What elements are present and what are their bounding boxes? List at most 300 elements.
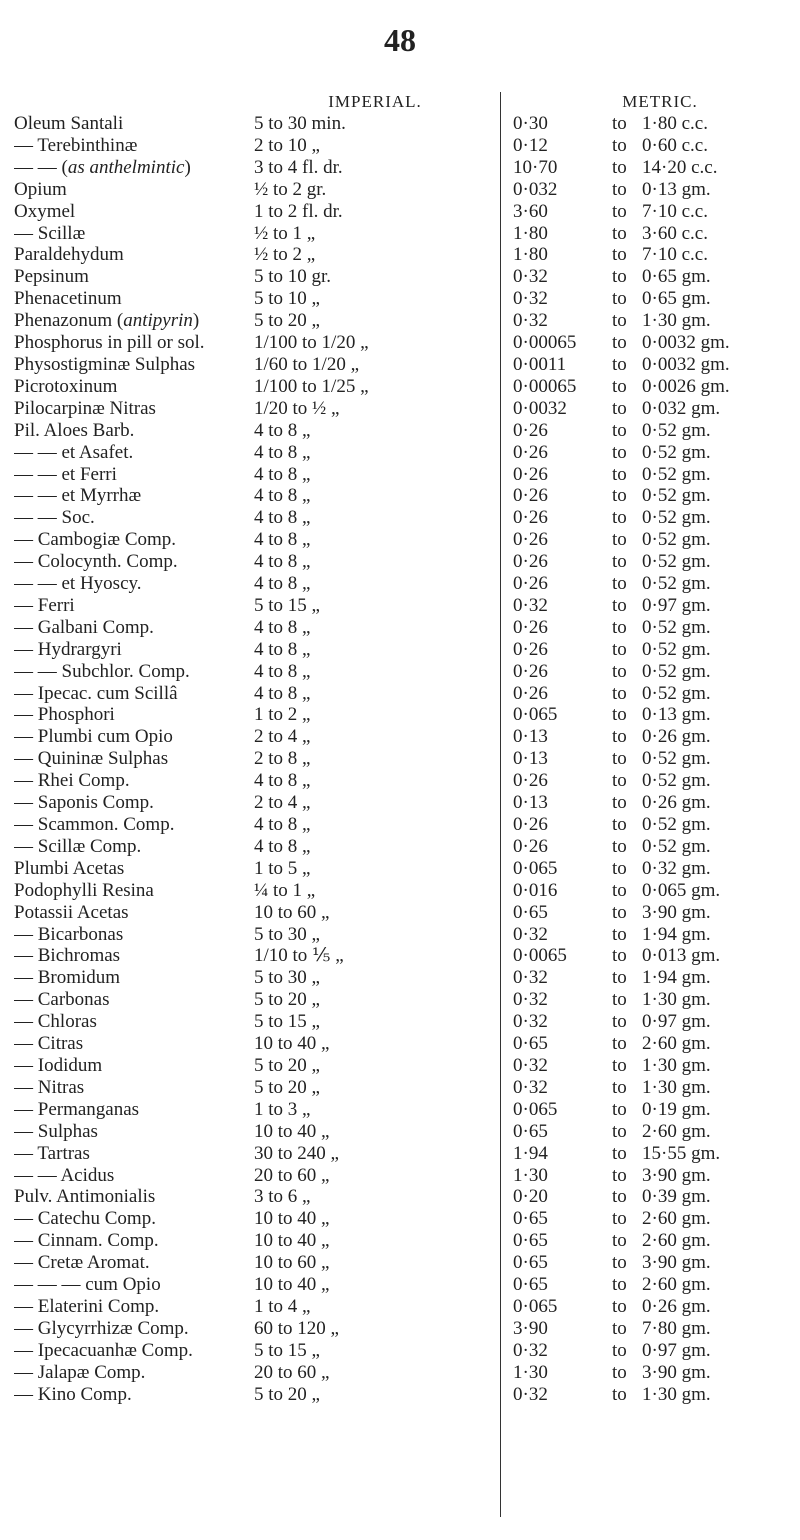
metric-dose-end: 0·52 gm. xyxy=(642,814,711,835)
drug-name: — Jalapæ Comp. xyxy=(14,1361,146,1383)
metric-dose-to: to xyxy=(612,1361,627,1383)
metric-dose-to: to xyxy=(612,1274,627,1296)
imperial-dose: 5 to 20 „ xyxy=(254,1076,320,1098)
metric-dose-to: to xyxy=(612,923,627,945)
metric-dose-end: 0·65 gm. xyxy=(642,288,711,310)
imperial-dose: 4 to 8 „ xyxy=(254,419,311,441)
drug-name: — Bicarbonas xyxy=(14,923,124,945)
imperial-dose: 5 to 15 „ xyxy=(254,1011,320,1033)
metric-dose-to: to xyxy=(612,1295,627,1317)
metric-dose-from: 0·065 xyxy=(513,1098,558,1120)
imperial-dose: 10 to 40 „ xyxy=(254,1120,330,1142)
drug-name: — Iodidum xyxy=(14,1054,103,1076)
table-row xyxy=(0,945,800,967)
imperial-dose: 10 to 60 „ xyxy=(254,1252,330,1274)
metric-dose-end: 0·52 gm. xyxy=(642,529,711,551)
metric-dose-end: 0·52 gm. xyxy=(642,551,711,573)
table-row xyxy=(0,967,800,989)
metric-dose-from: 0·26 xyxy=(513,419,548,441)
metric-dose-from: 0·32 xyxy=(513,288,548,310)
metric-dose-to: to xyxy=(612,1339,627,1361)
drug-name: — Sulphas xyxy=(14,1120,98,1142)
metric-dose-end: 3·90 gm. xyxy=(642,1164,711,1186)
metric-dose-end: 0·52 gm. xyxy=(642,638,711,660)
metric-dose-from: 0·65 xyxy=(513,1230,548,1252)
imperial-dose: 4 to 8 „ xyxy=(254,616,311,638)
metric-dose-end: 0·52 gm. xyxy=(642,485,711,507)
metric-dose-end: 0·52 gm. xyxy=(642,748,711,770)
drug-name: — Ipecacuanhæ Comp. xyxy=(14,1339,193,1361)
table-row xyxy=(0,223,800,245)
drug-name: — Chloras xyxy=(14,1011,97,1033)
metric-dose-end: 0·26 gm. xyxy=(642,792,711,814)
metric-dose-to: to xyxy=(612,529,627,551)
table-row xyxy=(0,507,800,529)
metric-dose-end: 0·19 gm. xyxy=(642,1098,711,1120)
imperial-dose: ½ to 2 gr. xyxy=(254,178,327,200)
imperial-dose: 1/100 to 1/25 „ xyxy=(254,375,369,397)
imperial-dose: 1 to 5 „ xyxy=(254,857,311,879)
metric-dose-from: 0·26 xyxy=(513,660,548,682)
drug-name: — Catechu Comp. xyxy=(14,1208,156,1230)
drug-name: — Scillæ Comp. xyxy=(14,835,142,857)
drug-name: — — et Hyoscy. xyxy=(14,573,142,595)
drug-name: — — et Asafet. xyxy=(14,441,134,463)
metric-dose-end: 1·94 gm. xyxy=(642,967,711,989)
metric-dose-from: 0·13 xyxy=(513,792,548,814)
drug-name: — Citras xyxy=(14,1033,84,1055)
table-row xyxy=(0,529,800,551)
metric-dose-from: 0·65 xyxy=(513,1274,548,1296)
drug-name: — Bromidum xyxy=(14,967,121,989)
metric-dose-to: to xyxy=(612,1208,627,1230)
metric-dose-from: 3·90 xyxy=(513,1317,548,1339)
table-row xyxy=(0,683,800,705)
drug-name: — Cambogiæ Comp. xyxy=(14,529,177,551)
imperial-dose: 5 to 30 min. xyxy=(254,113,346,134)
table-row xyxy=(0,1252,800,1274)
metric-dose-from: 0·13 xyxy=(513,748,548,770)
table-row xyxy=(0,748,800,770)
metric-dose-from: 0·26 xyxy=(513,835,548,857)
drug-name: — — Acidus xyxy=(14,1164,115,1186)
metric-dose-from: 1·80 xyxy=(513,222,548,244)
drug-name: — Terebinthinæ xyxy=(14,134,138,156)
metric-dose-end: 2·60 gm. xyxy=(642,1230,711,1252)
drug-name: — Carbonas xyxy=(14,989,110,1011)
metric-dose-from: 0·26 xyxy=(513,682,548,704)
drug-name: — Permanganas xyxy=(14,1098,140,1120)
metric-dose-to: to xyxy=(612,441,627,463)
table-row xyxy=(0,266,800,288)
drug-name: — — et Ferri xyxy=(14,463,117,485)
metric-dose-end: 3·90 gm. xyxy=(642,1361,711,1383)
metric-dose-to: to xyxy=(612,989,627,1011)
drug-name: Phosphorus in pill or sol. xyxy=(14,332,205,354)
drug-name: Oxymel xyxy=(14,200,76,222)
metric-dose-from: 0·32 xyxy=(513,266,548,288)
drug-name: Opium xyxy=(14,178,67,200)
drug-name: Podophylli Resina xyxy=(14,879,154,901)
metric-dose-from: 0·26 xyxy=(513,573,548,595)
drug-name: — Rhei Comp. xyxy=(14,770,130,792)
metric-dose-to: to xyxy=(612,573,627,595)
table-row xyxy=(0,179,800,201)
metric-dose-to: to xyxy=(612,726,627,748)
metric-dose-from: 0·65 xyxy=(513,1120,548,1142)
imperial-dose: 20 to 60 „ xyxy=(254,1164,330,1186)
drug-name: — Bichromas xyxy=(14,945,121,967)
imperial-dose: 5 to 20 „ xyxy=(254,310,320,332)
metric-dose-to: to xyxy=(612,594,627,616)
table-row xyxy=(0,310,800,332)
metric-dose-end: 0·52 gm. xyxy=(642,419,711,441)
metric-dose-to: to xyxy=(612,485,627,507)
metric-dose-from: 0·32 xyxy=(513,1011,548,1033)
metric-dose-end: 2·60 gm. xyxy=(642,1208,711,1230)
imperial-dose: 10 to 40 „ xyxy=(254,1208,330,1230)
metric-dose-from: 0·016 xyxy=(513,879,558,901)
table-row xyxy=(0,398,800,420)
metric-dose-end: 0·97 gm. xyxy=(642,594,711,616)
drug-name: Paraldehydum xyxy=(14,244,124,266)
metric-dose-end: 0·52 gm. xyxy=(642,573,711,595)
metric-dose-to: to xyxy=(612,616,627,638)
metric-dose-to: to xyxy=(612,857,627,879)
metric-dose-to: to xyxy=(612,638,627,660)
table-row xyxy=(0,924,800,946)
table-row xyxy=(0,770,800,792)
metric-dose-end: 0·52 gm. xyxy=(642,616,711,638)
imperial-dose: 4 to 8 „ xyxy=(254,507,311,529)
metric-dose-end: 1·80 c.c. xyxy=(642,113,708,134)
table-row xyxy=(0,376,800,398)
metric-dose-end: 1·30 gm. xyxy=(642,1076,711,1098)
metric-dose-from: 0·0011 xyxy=(513,353,567,375)
imperial-dose: 3 to 6 „ xyxy=(254,1186,311,1208)
table-row xyxy=(0,792,800,814)
metric-dose-from: 0·0065 xyxy=(513,945,567,967)
metric-dose-to: to xyxy=(612,1252,627,1274)
metric-dose-from: 0·32 xyxy=(513,923,548,945)
metric-dose-to: to xyxy=(612,1142,627,1164)
metric-dose-end: 1·30 gm. xyxy=(642,989,711,1011)
metric-dose-from: 0·00065 xyxy=(513,332,577,354)
metric-dose-from: 0·65 xyxy=(513,1252,548,1274)
imperial-dose: 2 to 4 „ xyxy=(254,792,311,814)
metric-dose-to: to xyxy=(612,1011,627,1033)
imperial-dose: 10 to 40 „ xyxy=(254,1230,330,1252)
drug-name: Potassii Acetas xyxy=(14,901,129,923)
table-row xyxy=(0,354,800,376)
imperial-dose: ¼ to 1 „ xyxy=(254,879,316,901)
metric-dose-from: 0·26 xyxy=(513,638,548,660)
table-row xyxy=(0,595,800,617)
metric-dose-end: 0·60 c.c. xyxy=(642,134,708,156)
table-row xyxy=(0,1121,800,1143)
imperial-dose: 5 to 30 „ xyxy=(254,967,320,989)
table-row xyxy=(0,1165,800,1187)
table-row xyxy=(0,661,800,683)
table-row xyxy=(0,704,800,726)
metric-dose-end: 0·0032 gm. xyxy=(642,332,730,354)
drug-name: — Plumbi cum Opio xyxy=(14,726,173,748)
imperial-dose: ½ to 2 „ xyxy=(254,244,316,266)
metric-dose-to: to xyxy=(612,375,627,397)
drug-name: Plumbi Acetas xyxy=(14,857,125,879)
table-row xyxy=(0,1186,800,1208)
drug-name: — Cretæ Aromat. xyxy=(14,1252,150,1274)
metric-dose-from: 0·32 xyxy=(513,1339,548,1361)
metric-dose-from: 0·32 xyxy=(513,594,548,616)
drug-name: — Tartras xyxy=(14,1142,90,1164)
metric-dose-from: 0·12 xyxy=(513,134,548,156)
metric-dose-from: 0·26 xyxy=(513,507,548,529)
drug-name: — — — cum Opio xyxy=(14,1274,161,1296)
metric-dose-end: 0·26 gm. xyxy=(642,726,711,748)
metric-dose-to: to xyxy=(612,1120,627,1142)
drug-name: Phenacetinum xyxy=(14,288,122,310)
drug-name: Pilocarpinæ Nitras xyxy=(14,397,156,419)
table-row xyxy=(0,1274,800,1296)
imperial-dose: 5 to 15 „ xyxy=(254,594,320,616)
metric-header: METRIC. xyxy=(622,92,698,111)
metric-dose-end: 2·60 gm. xyxy=(642,1120,711,1142)
drug-name: — Hydrargyri xyxy=(14,638,122,660)
table-row xyxy=(0,1384,800,1406)
metric-dose-from: 0·0032 xyxy=(513,397,567,419)
metric-dose-end: 0·65 gm. xyxy=(642,266,711,288)
table-row xyxy=(0,1099,800,1121)
imperial-dose: 4 to 8 „ xyxy=(254,660,311,682)
imperial-dose: 4 to 8 „ xyxy=(254,485,311,507)
table-row xyxy=(0,157,800,179)
imperial-dose: 5 to 30 „ xyxy=(254,923,320,945)
table-row xyxy=(0,1230,800,1252)
metric-dose-from: 0·32 xyxy=(513,967,548,989)
metric-dose-end: 7·10 c.c. xyxy=(642,200,708,222)
metric-dose-from: 0·26 xyxy=(513,441,548,463)
imperial-dose: 60 to 120 „ xyxy=(254,1317,339,1339)
metric-dose-to: to xyxy=(612,178,627,200)
imperial-dose: 4 to 8 „ xyxy=(254,638,311,660)
drug-name: — Scillæ xyxy=(14,222,86,244)
metric-dose-end: 15·55 gm. xyxy=(642,1142,721,1164)
metric-dose-from: 0·065 xyxy=(513,1295,558,1317)
table-row xyxy=(0,617,800,639)
imperial-dose: 30 to 240 „ xyxy=(254,1142,339,1164)
drug-name: — Kino Comp. xyxy=(14,1383,132,1405)
metric-dose-end: 1·30 gm. xyxy=(642,1054,711,1076)
drug-name: Pil. Aloes Barb. xyxy=(14,419,135,441)
imperial-dose: 20 to 60 „ xyxy=(254,1361,330,1383)
metric-dose-end: 0·26 gm. xyxy=(642,1295,711,1317)
drug-name: — Nitras xyxy=(14,1076,85,1098)
metric-dose-end: 0·52 gm. xyxy=(642,770,711,792)
metric-dose-end: 14·20 c.c. xyxy=(642,156,718,178)
metric-dose-to: to xyxy=(612,1098,627,1120)
drug-name: Pepsinum xyxy=(14,266,89,288)
metric-dose-to: to xyxy=(612,288,627,310)
table-row xyxy=(0,573,800,595)
imperial-dose: 4 to 8 „ xyxy=(254,814,311,835)
imperial-dose: 5 to 20 „ xyxy=(254,989,320,1011)
metric-dose-from: 0·065 xyxy=(513,704,558,726)
imperial-dose: ½ to 1 „ xyxy=(254,222,316,244)
table-row xyxy=(0,880,800,902)
drug-name: — Phosphori xyxy=(14,704,115,726)
imperial-dose: 4 to 8 „ xyxy=(254,835,311,857)
metric-dose-to: to xyxy=(612,244,627,266)
metric-dose-to: to xyxy=(612,332,627,354)
metric-dose-to: to xyxy=(612,770,627,792)
table-row xyxy=(0,288,800,310)
metric-dose-to: to xyxy=(612,660,627,682)
metric-dose-end: 0·032 gm. xyxy=(642,397,721,419)
drug-name: Phenazonum (antipyrin) xyxy=(14,310,200,332)
metric-dose-end: 0·13 gm. xyxy=(642,178,711,200)
drug-name: — — (as anthelmintic) xyxy=(14,156,191,178)
dose-table xyxy=(0,113,800,1405)
metric-dose-from: 0·32 xyxy=(513,1076,548,1098)
metric-dose-from: 0·26 xyxy=(513,485,548,507)
metric-dose-to: to xyxy=(612,134,627,156)
metric-dose-end: 0·39 gm. xyxy=(642,1186,711,1208)
table-row xyxy=(0,1077,800,1099)
metric-dose-from: 0·65 xyxy=(513,901,548,923)
table-row xyxy=(0,814,800,836)
imperial-dose: 4 to 8 „ xyxy=(254,529,311,551)
imperial-dose: 1 to 2 „ xyxy=(254,704,311,726)
imperial-dose: 1/10 to ⅕ „ xyxy=(254,945,344,967)
metric-dose-end: 7·10 c.c. xyxy=(642,244,708,266)
metric-dose-from: 0·32 xyxy=(513,989,548,1011)
table-row xyxy=(0,1033,800,1055)
metric-dose-to: to xyxy=(612,463,627,485)
metric-dose-end: 0·0032 gm. xyxy=(642,353,730,375)
metric-dose-to: to xyxy=(612,310,627,332)
table-row xyxy=(0,1340,800,1362)
metric-dose-to: to xyxy=(612,835,627,857)
drug-name: — Colocynth. Comp. xyxy=(14,551,178,573)
metric-dose-to: to xyxy=(612,704,627,726)
drug-name: — — Soc. xyxy=(14,507,95,529)
table-row xyxy=(0,420,800,442)
drug-name: — Galbani Comp. xyxy=(14,616,154,638)
metric-dose-to: to xyxy=(612,1076,627,1098)
metric-dose-from: 0·32 xyxy=(513,1383,548,1405)
metric-dose-from: 0·20 xyxy=(513,1186,548,1208)
imperial-dose: 4 to 8 „ xyxy=(254,463,311,485)
imperial-dose: 4 to 8 „ xyxy=(254,551,311,573)
metric-dose-to: to xyxy=(612,1383,627,1405)
metric-dose-from: 1·30 xyxy=(513,1361,548,1383)
metric-dose-end: 0·97 gm. xyxy=(642,1011,711,1033)
metric-dose-end: 1·30 gm. xyxy=(642,310,711,332)
metric-dose-to: to xyxy=(612,266,627,288)
metric-dose-to: to xyxy=(612,1317,627,1339)
imperial-dose: 5 to 20 „ xyxy=(254,1383,320,1405)
metric-dose-end: 0·52 gm. xyxy=(642,463,711,485)
drug-name: — Quininæ Sulphas xyxy=(14,748,169,770)
drug-name: Pulv. Antimonialis xyxy=(14,1186,156,1208)
table-row xyxy=(0,113,800,135)
metric-dose-end: 0·52 gm. xyxy=(642,507,711,529)
metric-dose-end: 0·52 gm. xyxy=(642,682,711,704)
metric-dose-to: to xyxy=(612,1186,627,1208)
drug-name: — Scammon. Comp. xyxy=(14,814,175,835)
page-number: 48 xyxy=(384,22,416,58)
metric-dose-to: to xyxy=(612,222,627,244)
metric-dose-end: 3·90 gm. xyxy=(642,901,711,923)
metric-dose-to: to xyxy=(612,879,627,901)
metric-dose-to: to xyxy=(612,200,627,222)
table-row xyxy=(0,485,800,507)
metric-dose-to: to xyxy=(612,901,627,923)
imperial-dose: 3 to 4 fl. dr. xyxy=(254,156,343,178)
metric-dose-to: to xyxy=(612,967,627,989)
imperial-dose: 5 to 10 gr. xyxy=(254,266,332,288)
metric-dose-to: to xyxy=(612,1054,627,1076)
table-row xyxy=(0,244,800,266)
table-row xyxy=(0,201,800,223)
metric-dose-to: to xyxy=(612,814,627,835)
drug-name: — — Subchlor. Comp. xyxy=(14,660,190,682)
imperial-dose: 2 to 8 „ xyxy=(254,748,311,770)
metric-dose-to: to xyxy=(612,419,627,441)
table-row xyxy=(0,1362,800,1384)
imperial-dose: 10 to 40 „ xyxy=(254,1274,330,1296)
imperial-dose: 2 to 10 „ xyxy=(254,134,320,156)
metric-dose-from: 3·60 xyxy=(513,200,548,222)
table-row xyxy=(0,989,800,1011)
metric-dose-from: 0·065 xyxy=(513,857,558,879)
imperial-dose: 5 to 20 „ xyxy=(254,1054,320,1076)
imperial-dose: 4 to 8 „ xyxy=(254,573,311,595)
drug-name: — Elaterini Comp. xyxy=(14,1295,160,1317)
table-row xyxy=(0,551,800,573)
metric-dose-to: to xyxy=(612,792,627,814)
imperial-dose: 4 to 8 „ xyxy=(254,682,311,704)
metric-dose-end: 0·52 gm. xyxy=(642,835,711,857)
metric-dose-from: 0·26 xyxy=(513,770,548,792)
table-row xyxy=(0,1143,800,1165)
metric-dose-end: 0·13 gm. xyxy=(642,704,711,726)
metric-dose-from: 1·80 xyxy=(513,244,548,266)
metric-dose-end: 2·60 gm. xyxy=(642,1274,711,1296)
drug-name: Picrotoxinum xyxy=(14,375,118,397)
imperial-dose: 1 to 4 „ xyxy=(254,1295,311,1317)
metric-dose-to: to xyxy=(612,551,627,573)
imperial-dose: 1/20 to ½ „ xyxy=(254,397,340,419)
metric-dose-from: 0·26 xyxy=(513,463,548,485)
table-row xyxy=(0,1011,800,1033)
metric-dose-end: 0·013 gm. xyxy=(642,945,721,967)
metric-dose-to: to xyxy=(612,945,627,967)
metric-dose-from: 0·65 xyxy=(513,1208,548,1230)
metric-dose-from: 10·70 xyxy=(513,156,558,178)
metric-dose-to: to xyxy=(612,507,627,529)
imperial-dose: 10 to 60 „ xyxy=(254,901,330,923)
drug-name: — Saponis Comp. xyxy=(14,792,154,814)
drug-name: Physostigminæ Sulphas xyxy=(14,353,196,375)
table-row xyxy=(0,726,800,748)
table-row xyxy=(0,836,800,858)
imperial-dose: 2 to 4 „ xyxy=(254,726,311,748)
metric-dose-end: 0·0026 gm. xyxy=(642,375,730,397)
metric-dose-to: to xyxy=(612,1230,627,1252)
metric-dose-end: 0·52 gm. xyxy=(642,660,711,682)
